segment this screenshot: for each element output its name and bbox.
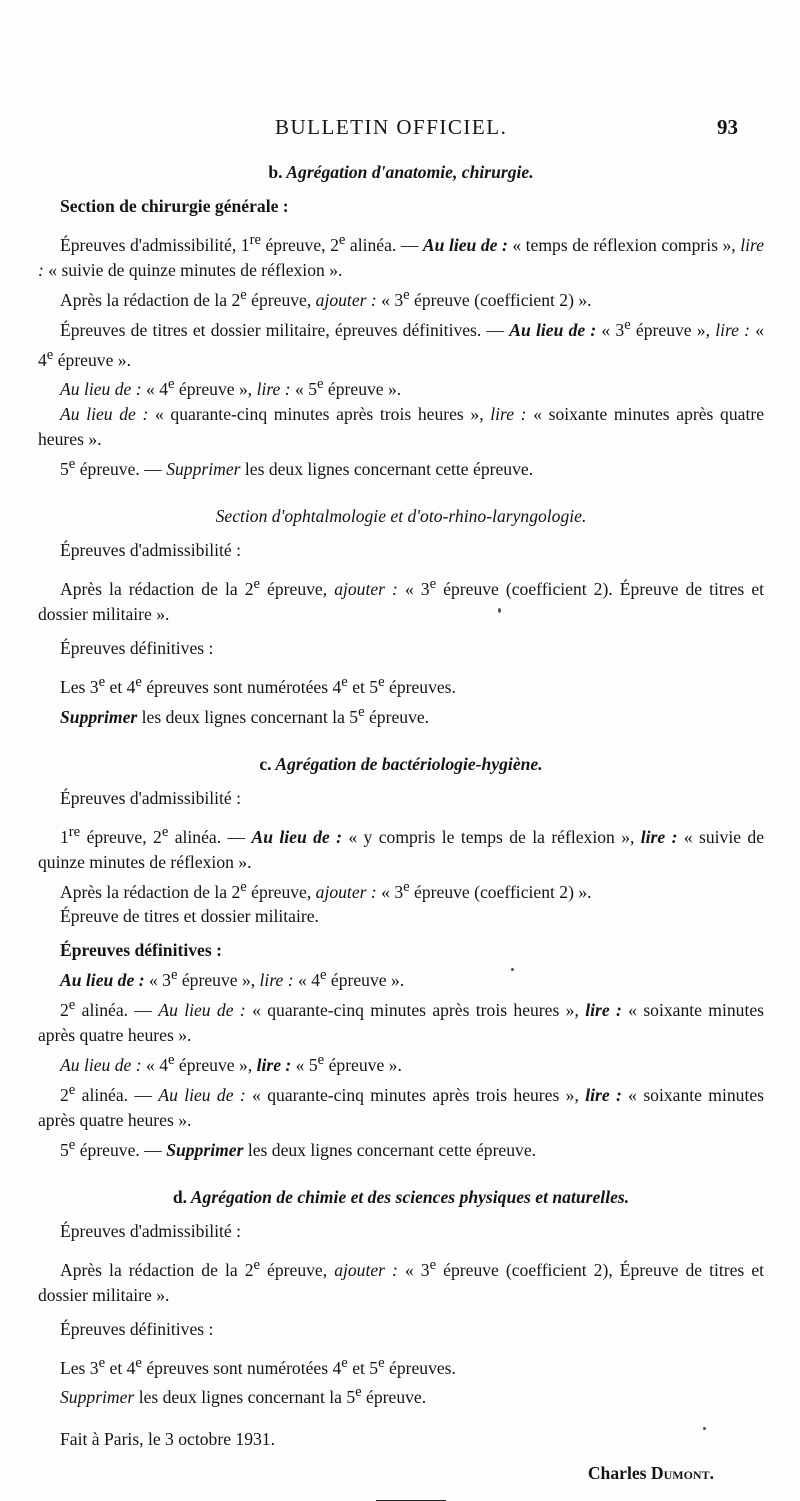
paragraph: Après la rédaction de la 2e épreuve, ajouter : « 3e épreuve (coefficient 2) ». xyxy=(60,878,592,902)
section-c-letter: c. xyxy=(259,753,272,774)
paragraph: Épreuve de titres et dossier militaire. xyxy=(60,906,319,927)
page-body xyxy=(38,160,764,1501)
section-c-title: Agrégation de bactériologie-hygiène. xyxy=(275,753,543,774)
paragraph: Épreuves d'admissibilité, 1re épreuve, 2e alinéa. — Au lieu de : « temps de réflexion compris », lire : « suivie de quinze minutes de réflexion ». xyxy=(38,232,765,280)
page-number: 93 xyxy=(717,115,738,139)
section-c-heading xyxy=(38,752,764,777)
paragraph: Après la rédaction de la 2e épreuve, ajouter : « 3e épreuve (coefficient 2), Épreuve de titres et dossier militaire ». xyxy=(38,1256,765,1305)
running-title: BULLETIN OFFICIEL. xyxy=(275,115,508,139)
paragraph: 2e alinéa. — Au lieu de : « quarante-cinq minutes après trois heures », lire : « soixante minutes après quatre heures ». xyxy=(38,1082,765,1130)
paragraph: 2e alinéa. — Au lieu de : « quarante-cinq minutes après trois heures », lire : « soixante minutes après quatre heures ». xyxy=(38,997,765,1046)
paragraph: Les 3e et 4e épreuves sont numérotées 4e et 5e épreuves. xyxy=(60,674,456,697)
page-header xyxy=(0,115,800,145)
scan-speck xyxy=(498,608,501,613)
paragraph: Épreuves définitives : xyxy=(60,940,222,961)
paragraph: 5e épreuve. — Supprimer les deux lignes concernant cette épreuve. xyxy=(60,456,534,480)
paragraph: Épreuves définitives : xyxy=(60,638,214,659)
section-chirurgie-title: Section de chirurgie générale : xyxy=(60,196,289,216)
scan-speck xyxy=(511,968,514,971)
section-b-letter: b. xyxy=(268,162,283,182)
paragraph: Supprimer les deux lignes concernant la 5e épreuve. xyxy=(60,1384,427,1408)
paragraph: Au lieu de : « 3e épreuve », lire : « 4e épreuve ». xyxy=(60,967,405,991)
paragraph: Après la rédaction de la 2e épreuve, ajouter : « 3e épreuve (coefficient 2) ». xyxy=(60,286,592,310)
section-d-title: Agrégation de chimie et des sciences physiques et naturelles. xyxy=(190,1186,630,1207)
paragraph: Épreuves définitives : xyxy=(60,1318,214,1339)
place-date: Fait à Paris, le 3 octobre 1931. xyxy=(60,1429,275,1450)
paragraph: Épreuves de titres et dossier militaire, épreuves définitives. — Au lieu de : « 3e épreuve », lire : « 4e épreuve ». xyxy=(38,316,765,370)
paragraph: Supprimer les deux lignes concernant la 5e épreuve. xyxy=(60,703,430,727)
scan-speck xyxy=(703,1427,706,1430)
paragraph: 5e épreuve. — Supprimer les deux lignes concernant cette épreuve. xyxy=(60,1136,537,1160)
paragraph: Épreuves d'admissibilité : xyxy=(60,787,242,808)
signature: Charles Dumont. xyxy=(587,1463,714,1484)
section-d-letter: d. xyxy=(172,1186,188,1207)
section-b-heading xyxy=(38,160,764,185)
paragraph: 1re épreuve, 2e alinéa. — Au lieu de : « y compris le temps de la réflexion », lire : « suivie de quinze minutes de réflexion ». xyxy=(38,823,765,872)
section-b-title: Agrégation d'anatomie, chirurgie. xyxy=(286,162,534,182)
paragraph: Après la rédaction de la 2e épreuve, ajouter : « 3e épreuve (coefficient 2). Épreuve de titres et dossier militaire ». xyxy=(38,576,765,625)
paragraph: Les 3e et 4e épreuves sont numérotées 4e et 5e épreuves. xyxy=(60,1354,456,1378)
section-d-heading xyxy=(38,1185,764,1210)
section-ophtalmologie-title: Section d'ophtalmologie et d'oto-rhino-laryngologie. xyxy=(215,506,587,527)
paragraph: Au lieu de : « quarante-cinq minutes après trois heures », lire : « soixante minutes après quatre heures ». xyxy=(38,404,764,450)
paragraph: Au lieu de : « 4e épreuve », lire : « 5e épreuve ». xyxy=(60,376,402,400)
paragraph: Au lieu de : « 4e épreuve », lire : « 5e épreuve ». xyxy=(60,1052,402,1076)
paragraph: Épreuves d'admissibilité : xyxy=(60,540,242,561)
paragraph: Épreuves d'admissibilité : xyxy=(60,1220,242,1241)
